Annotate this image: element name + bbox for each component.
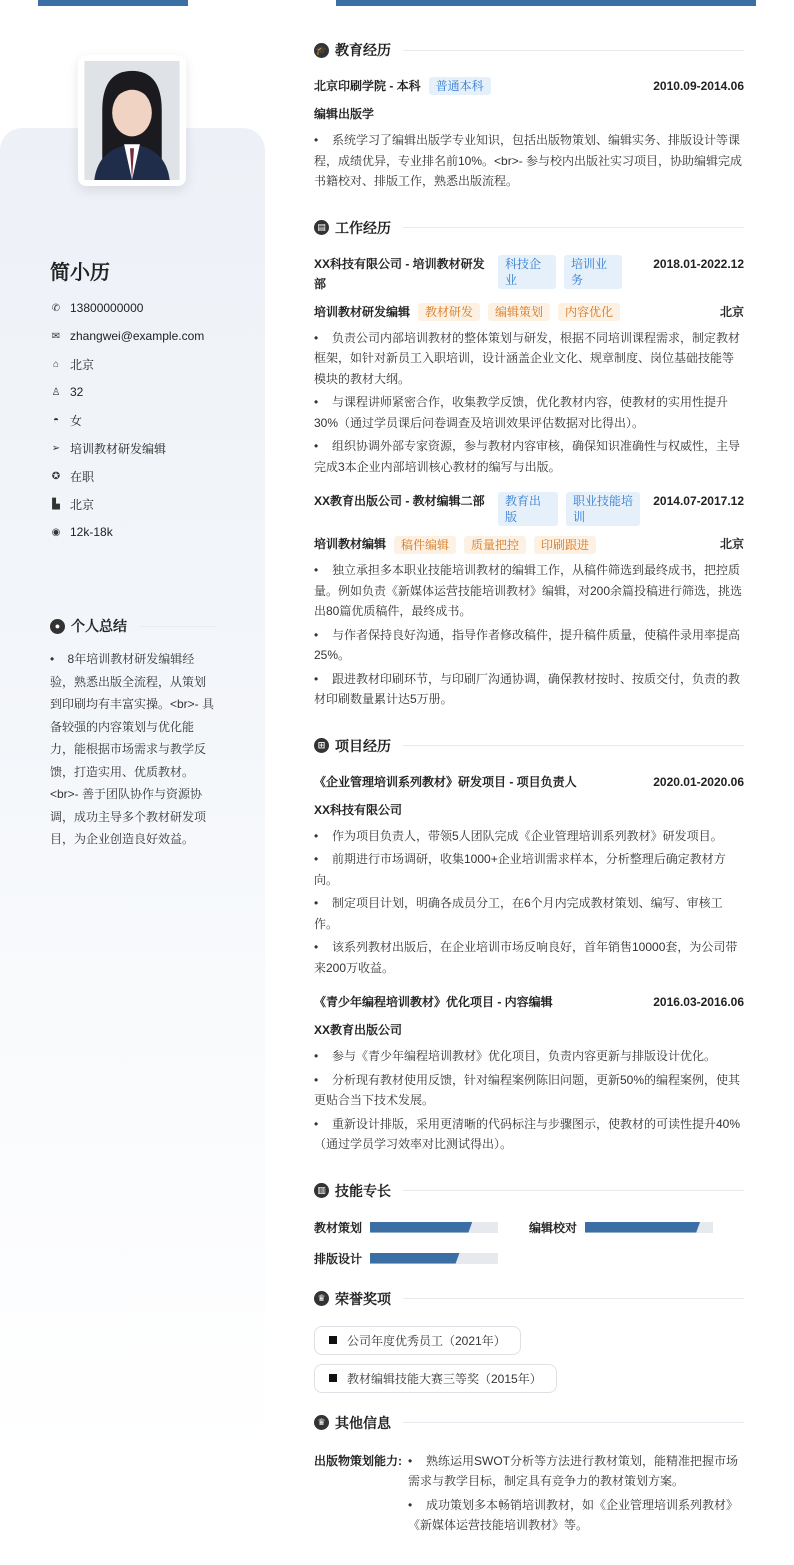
degree-tag: 普通本科	[429, 77, 491, 95]
project-header	[314, 992, 744, 1012]
skill-bar	[370, 1253, 498, 1264]
industry-tag: 教育出版	[498, 492, 558, 526]
skill-item	[314, 1219, 529, 1236]
job-city: 北京	[719, 537, 744, 551]
info-location	[50, 350, 204, 378]
work-heading	[314, 218, 744, 238]
industry-tag: 科技企业	[498, 255, 556, 289]
summary-title: 个人总结	[71, 618, 127, 634]
company-name: XX科技有限公司 - 培训教材研发部	[314, 256, 485, 291]
job-city: 北京	[719, 304, 744, 319]
project-entry	[314, 992, 744, 1155]
salary-text: 12k-18k	[70, 525, 113, 539]
building-icon: ▙	[52, 498, 60, 510]
top-accent-bar-right	[336, 0, 756, 6]
company-name: XX教育出版公司 - 教材编辑二部	[314, 494, 485, 508]
job-date: 2014.07-2017.12	[653, 494, 744, 508]
project-bullet: • 制定项目计划，明确各成员分工，在6个月内完成教材策划、编写、审核工作。	[314, 893, 744, 934]
user-circle-icon: ●	[50, 619, 65, 634]
other-label: 出版物策划能力:	[314, 1453, 402, 1468]
education-section	[314, 40, 744, 192]
awards-title: 荣誉奖项	[335, 1290, 391, 1307]
other-bullet: • 熟练运用SWOT分析等方法进行教材策划，能精准把握市场需求与教学目标，制定具有竞争力的教材策划方案。	[408, 1451, 744, 1492]
project-date: 2020.01-2020.06	[653, 774, 744, 789]
contact-info-list	[50, 294, 204, 546]
job-date: 2018.01-2022.12	[653, 256, 744, 271]
skill-tag: 稿件编辑	[394, 536, 456, 554]
square-bullet-icon	[329, 1336, 337, 1344]
skill-bar-fill	[370, 1253, 460, 1264]
info-salary	[50, 518, 204, 546]
graduation-cap-icon: 🎓	[314, 43, 329, 58]
skill-bar	[585, 1222, 713, 1233]
info-email	[50, 322, 204, 350]
info-age	[50, 378, 204, 406]
major	[314, 104, 744, 124]
divider	[139, 626, 216, 627]
mail-icon: ✉	[51, 330, 61, 342]
skill-tag: 内容优化	[558, 303, 620, 321]
job-header	[314, 254, 744, 294]
skill-tag: 质量把控	[464, 536, 526, 554]
other-bullet: • 成功策划多本畅销培训教材，如《企业管理培训系列教材》《新媒体运营技能培训教材》等。	[408, 1495, 744, 1536]
job-bullet: • 负责公司内部培训教材的整体策划与研发，根据不同培训课程需求，制定教材框架，如针对新员工入职培训，设计涵盖企业文化、规章制度、岗位基础技能等模块的教材大纲。	[314, 328, 744, 390]
gender-text: 女	[70, 413, 83, 428]
project-name: 《青少年编程培训教材》优化项目 - 内容编辑	[314, 995, 553, 1009]
divider	[403, 50, 744, 51]
square-bullet-icon	[329, 1374, 337, 1382]
skill-bar-fill	[370, 1222, 472, 1233]
skill-bar	[370, 1222, 498, 1233]
phone-text: 13800000000	[70, 301, 144, 315]
project-bullet: • 重新设计排版，采用更清晰的代码标注与步骤图示，使教材的可读性提升40%（通过学员学习效率对比测试得出）。	[314, 1114, 744, 1155]
job-entry	[314, 491, 744, 710]
skill-item	[314, 1250, 529, 1267]
candidate-name: 简小历	[50, 262, 110, 284]
skills-section	[314, 1181, 744, 1267]
project-bullet: • 参与《青少年编程培训教材》优化项目，负责内容更新与排版设计优化。	[314, 1046, 744, 1067]
bar-chart-icon: ▥	[314, 1183, 329, 1198]
award-item	[314, 1326, 521, 1355]
work-section	[314, 218, 744, 710]
divider	[403, 1190, 744, 1191]
projects-title: 项目经历	[335, 737, 391, 754]
industry-tag: 职业技能培训	[566, 492, 640, 526]
divider	[403, 745, 744, 746]
awards-section	[314, 1289, 744, 1393]
other-section	[314, 1413, 744, 1539]
skill-name: 排版设计	[314, 1251, 363, 1266]
work-title: 工作经历	[335, 219, 391, 236]
position-text: 培训教材研发编辑	[70, 441, 167, 456]
award-item	[314, 1364, 557, 1393]
info-phone	[50, 294, 204, 322]
job-bullet: • 跟进教材印刷环节，与印刷厂沟通协调，确保教材按时、按质交付，负责的教材印刷数量累计达5万册。	[314, 669, 744, 710]
info-gender	[50, 406, 204, 434]
skills-heading	[314, 1181, 744, 1201]
project-bullet: • 分析现有教材使用反馈，针对编程案例陈旧问题，更新50%的编程案例，使其更贴合当下技术发展。	[314, 1070, 744, 1111]
skill-item	[529, 1219, 744, 1236]
skill-bar-fill	[585, 1222, 700, 1233]
person-face-icon: ◓	[52, 414, 60, 426]
skill-name: 教材策划	[314, 1220, 363, 1235]
main-content	[314, 40, 744, 1565]
target-icon: ◉	[51, 526, 61, 538]
project-bullet: • 作为项目负责人，带领5人团队完成《企业管理培训系列教材》研发项目。	[314, 826, 744, 847]
job-role: 培训教材编辑	[314, 537, 387, 551]
home-icon: ⌂	[52, 358, 60, 370]
summary-heading	[50, 616, 216, 636]
skill-tag: 印刷跟进	[534, 536, 596, 554]
award-text: 教材编辑技能大赛三等奖（2015年）	[347, 1371, 542, 1386]
status-text: 在职	[70, 469, 95, 484]
phone-icon: ✆	[51, 302, 61, 314]
project-bullet: • 前期进行市场调研，收集1000+企业培训需求样本，分析整理后确定教材方向。	[314, 849, 744, 890]
major-text: 编辑出版学	[314, 107, 375, 121]
location-text: 北京	[70, 357, 95, 372]
project-entry	[314, 772, 744, 979]
divider	[403, 1422, 744, 1423]
email-text: zhangwei@example.com	[70, 329, 205, 343]
job-role: 培训教材研发编辑	[314, 304, 411, 319]
skills-title: 技能专长	[335, 1182, 391, 1199]
awards-heading	[314, 1289, 744, 1309]
project-name: 《企业管理培训系列教材》研发项目 - 项目负责人	[314, 774, 577, 789]
projects-heading	[314, 736, 744, 756]
summary-text: • 8年培训教材研发编辑经验，熟悉出版全流程，从策划到印刷均有丰富实操。<br>- 具备较强的内容策划与优化能力，能根据市场需求与教学反馈，打造实用、优质教材。<br>- 善于团队协作与资源协调，成功主导多个教材研发项目，为企业创造良好效益。	[50, 652, 215, 846]
info-icon: ♛	[314, 1415, 329, 1430]
info-position	[50, 434, 204, 462]
city-text: 北京	[70, 497, 95, 512]
projects-section	[314, 736, 744, 1155]
job-entry	[314, 254, 744, 478]
award-text: 公司年度优秀员工（2021年）	[347, 1333, 506, 1348]
education-bullet: • 系统学习了编辑出版学专业知识，包括出版物策划、编辑实务、排版设计等课程，成绩优异，专业排名前10%。<br>- 参与校内出版社实习项目，协助编辑完成书籍校对、排版工作，熟悉出版流程。	[314, 130, 744, 192]
school-name: 北京印刷学院 - 本科	[314, 79, 421, 93]
summary-section	[50, 616, 216, 851]
other-title: 其他信息	[335, 1414, 391, 1431]
project-org: XX科技有限公司	[314, 802, 403, 817]
skill-tag: 教材研发	[418, 303, 480, 321]
send-icon: ➢	[51, 442, 61, 454]
skill-tag: 编辑策划	[488, 303, 550, 321]
job-bullet: • 独立承担多本职业技能培训教材的编辑工作，从稿件筛选到最终成书，把控质量。例如负责《新媒体运营技能培训教材》编辑，对200余篇投稿进行筛选，挑选出80篇优质稿件，最终成书。	[314, 560, 744, 622]
age-text: 32	[70, 385, 84, 399]
job-bullet: • 组织协调外部专家资源，参与教材内容审核，确保知识准确性与权威性，主导完成3本企业内部培训核心教材的编写与出版。	[314, 436, 744, 477]
industry-tag: 培训业务	[564, 255, 622, 289]
cake-icon: ♙	[51, 386, 61, 398]
status-icon: ✪	[51, 470, 61, 482]
divider	[403, 227, 744, 228]
education-row	[314, 76, 744, 96]
project-header	[314, 772, 744, 792]
award-icon: ♛	[314, 1291, 329, 1306]
project-bullet: • 该系列教材出版后，在企业培训市场反响良好，首年销售10000套，为公司带来200万收益。	[314, 937, 744, 978]
job-bullet: • 与课程讲师紧密合作，收集教学反馈，优化教材内容，使教材的实用性提升30%（通过学员课后问卷调查及培训效果评估数据对比得出）。	[314, 392, 744, 433]
other-heading	[314, 1413, 744, 1433]
info-city	[50, 490, 204, 518]
info-status	[50, 462, 204, 490]
grid-icon: ⊞	[314, 738, 329, 753]
job-header	[314, 491, 744, 526]
project-date: 2016.03-2016.06	[653, 995, 744, 1009]
avatar-photo	[78, 55, 186, 186]
divider	[403, 1298, 744, 1299]
job-bullet: • 与作者保持良好沟通，指导作者修改稿件，提升稿件质量，使稿件录用率提高25%。	[314, 625, 744, 666]
briefcase-icon: ▤	[314, 220, 329, 235]
education-title: 教育经历	[335, 42, 391, 58]
top-accent-bar-left	[38, 0, 188, 6]
skill-name: 编辑校对	[529, 1220, 578, 1235]
education-date: 2010.09-2014.06	[653, 79, 744, 93]
project-org: XX教育出版公司	[314, 1023, 403, 1037]
summary-body: 8年培训教材研发编辑经验，熟悉出版全流程，从策划到印刷均有丰富实操。<br>- 具备较强的内容策划与优化能力，能根据市场需求与教学反馈，打造实用、优质教材。<br>- 善于团队协作与资源协调，成功主导多个教材研发项目，为企业创造良好效益。	[50, 652, 215, 846]
education-heading	[314, 40, 744, 60]
